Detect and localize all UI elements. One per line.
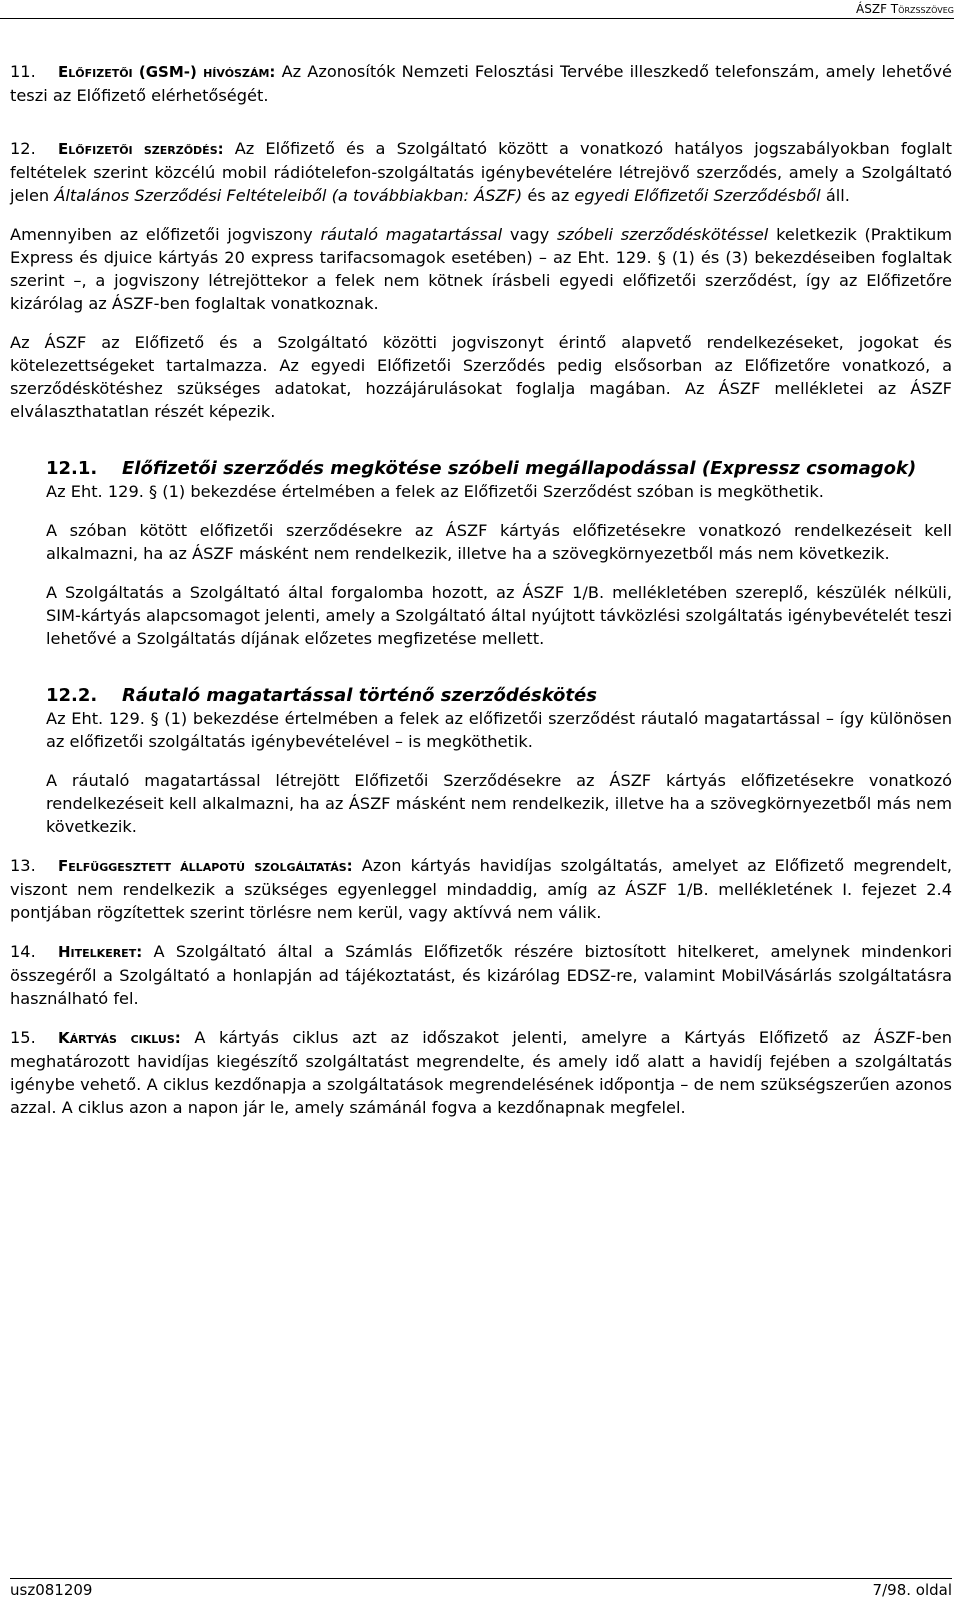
definition-text: A kártyás ciklus azt az időszakot jelenti, amelyre a Kártyás Előfizető az ÁSZF-ben meghatározott havidíjas kiegészítő szolgáltatást megrendelte, és amely idő alatt a havidíj fejében a szolgáltatás igénybe vehető. A ciklus kezdőnapja a szolgáltatások megrendelésének időpontja – de nem szükségszerűen azonos azzal. A ciklus azon a napon jár le, amely számánál fogva a kezdőnapnak megfelel. bbox=[10, 1028, 952, 1117]
definition-term: Hitelkeret: bbox=[58, 943, 143, 961]
section-heading bbox=[46, 684, 952, 707]
item-number: 14. bbox=[10, 942, 36, 961]
paragraph: Az ÁSZF az Előfizető és a Szolgáltató közötti jogviszonyt érintő alapvető rendelkezéseket, jogokat és kötelezettségeket tartalmazza. Az egyedi Előfizetői Szerződés pedig elsősorban az Előfizetőre vonatkozó, a szerződéskötéshez szükséges adatokat, hozzájárulásokat foglalja magában. Az ÁSZF mellékletei az ÁSZF elválaszthatatlan részét képezik. bbox=[10, 333, 952, 421]
italic-run: ráutaló magatartással bbox=[320, 225, 503, 244]
text-run: keletkezik (Praktikum Express és djuice kártyás 20 express tarifacsomagok esetében) – az Eht. 129. § (1) és (3) bekezdéseiben foglaltak szerint –, a jogviszony létrejöttekor a felek nem kötnek írásbeli egyedi előfizetői szerződést, így az Előfizetőre kizárólag az ÁSZF-ben foglaltak vonatkoznak. bbox=[10, 225, 952, 313]
definition-term: Felfüggesztett állapotú szolgáltatás: bbox=[58, 857, 353, 875]
italic-run: egyedi Előfizetői Szerződésből bbox=[574, 186, 821, 205]
page-footer bbox=[10, 1578, 952, 1599]
section-12-2 bbox=[46, 684, 952, 838]
text-run: vagy bbox=[502, 225, 557, 244]
paragraph: A ráutaló magatartással létrejött Előfizetői Szerződésekre az ÁSZF kártyás előfizetésekre vonatkozó rendelkezéseit kell alkalmazni, ha az ÁSZF másként nem rendelkezik, illetve ha a szövegkörnyezetből más nem következik. bbox=[46, 771, 952, 836]
definition-text: Azon kártyás havidíjas szolgáltatás, amelyet az Előfizető megrendelt, viszont nem rendelkezik a szükséges egyenleggel mindaddig, amíg az ÁSZF 1/B. mellékletének I. fejezet 2.4 pontjában rögzítettek szerint törlésre nem kerül, vagy aktívvá nem válik. bbox=[10, 856, 952, 922]
text-run: és az bbox=[522, 186, 575, 205]
item-number: 13. bbox=[10, 856, 36, 875]
paragraph: Az Eht. 129. § (1) bekezdése értelmében a felek az előfizetői szerződést ráutaló magatartással – így különösen az előfizetői szolgáltatás igénybevételével – is megköthetik. bbox=[46, 709, 952, 751]
document-body bbox=[10, 60, 952, 1135]
definition-text: Az Azonosítók Nemzeti Felosztási Tervébe illeszkedő telefonszám, amely lehetővé teszi az Előfizető elérhetőségét. bbox=[10, 62, 953, 105]
definition-15 bbox=[10, 1026, 952, 1119]
text-run: Az Előfizető és a Szolgáltató között a vonatkozó hatályos jogszabályokban foglalt feltételek szerint közcélú mobil rádiótelefon-szolgáltatás igénybevételére létrejövő szerződés, amely a Szolgáltató jelen bbox=[10, 139, 952, 205]
italic-run: szóbeli szerződéskötéssel bbox=[556, 225, 769, 244]
document-id: usz081209 bbox=[10, 1581, 93, 1599]
text-run: Amennyiben az előfizetői jogviszony bbox=[10, 225, 321, 244]
section-number: 12.2. bbox=[46, 685, 98, 706]
paragraph: Az Eht. 129. § (1) bekezdése értelmében a felek az Előfizetői Szerződést szóban is megköthetik. bbox=[46, 482, 824, 501]
definition-term: Előfizetői (GSM-) hívószám: bbox=[58, 63, 276, 81]
item-number: 11. bbox=[10, 62, 36, 81]
definition-13 bbox=[10, 854, 952, 924]
definition-text: A Szolgáltató által a Számlás Előfizetők részére biztosított hitelkeret, amelynek mindenkori összegéről a Szolgáltató a honlapján ad tájékoztatást, és kizárólag EDSZ-re, valamint MobilVásárlás szolgáltatásra használható fel. bbox=[10, 942, 952, 1008]
text-run: áll. bbox=[820, 186, 850, 205]
page-header bbox=[0, 2, 954, 19]
definition-term: Kártyás ciklus: bbox=[58, 1029, 181, 1047]
paragraph bbox=[10, 223, 952, 315]
page-number: 7/98. oldal bbox=[872, 1581, 952, 1599]
section-title: Előfizetői szerződés megkötése szóbeli megállapodással (Expressz csomagok) bbox=[122, 458, 917, 479]
item-number: 15. bbox=[10, 1028, 36, 1047]
section-12-1 bbox=[46, 457, 952, 650]
item-number: 12. bbox=[10, 139, 36, 158]
definition-term: Előfizetői szerződés: bbox=[58, 140, 224, 158]
section-heading bbox=[46, 457, 952, 480]
header-label: ÁSZF Törzsszöveg bbox=[856, 2, 954, 16]
italic-run: Általános Szerződési Feltételeiből (a továbbiakban: ÁSZF) bbox=[54, 186, 523, 205]
definition-14 bbox=[10, 940, 952, 1010]
paragraph: A szóban kötött előfizetői szerződésekre az ÁSZF kártyás előfizetésekre vonatkozó rendelkezéseit kell alkalmazni, ha az ÁSZF másként nem rendelkezik, illetve ha a szövegkörnyezetből más nem következik. bbox=[46, 521, 952, 563]
section-title: Ráutaló magatartással történő szerződéskötés bbox=[122, 685, 597, 706]
section-number: 12.1. bbox=[46, 458, 98, 479]
definition-11 bbox=[10, 60, 952, 107]
paragraph: A Szolgáltatás a Szolgáltató által forgalomba hozott, az ÁSZF 1/B. mellékletében szereplő, készülék nélküli, SIM-kártyás alapcsomagot jelenti, amely a Szolgáltató által nyújtott távközlési szolgáltatás igénybevételét teszi lehetővé a Szolgáltatás díjának előzetes megfizetése mellett. bbox=[46, 583, 952, 648]
definition-12 bbox=[10, 137, 952, 207]
